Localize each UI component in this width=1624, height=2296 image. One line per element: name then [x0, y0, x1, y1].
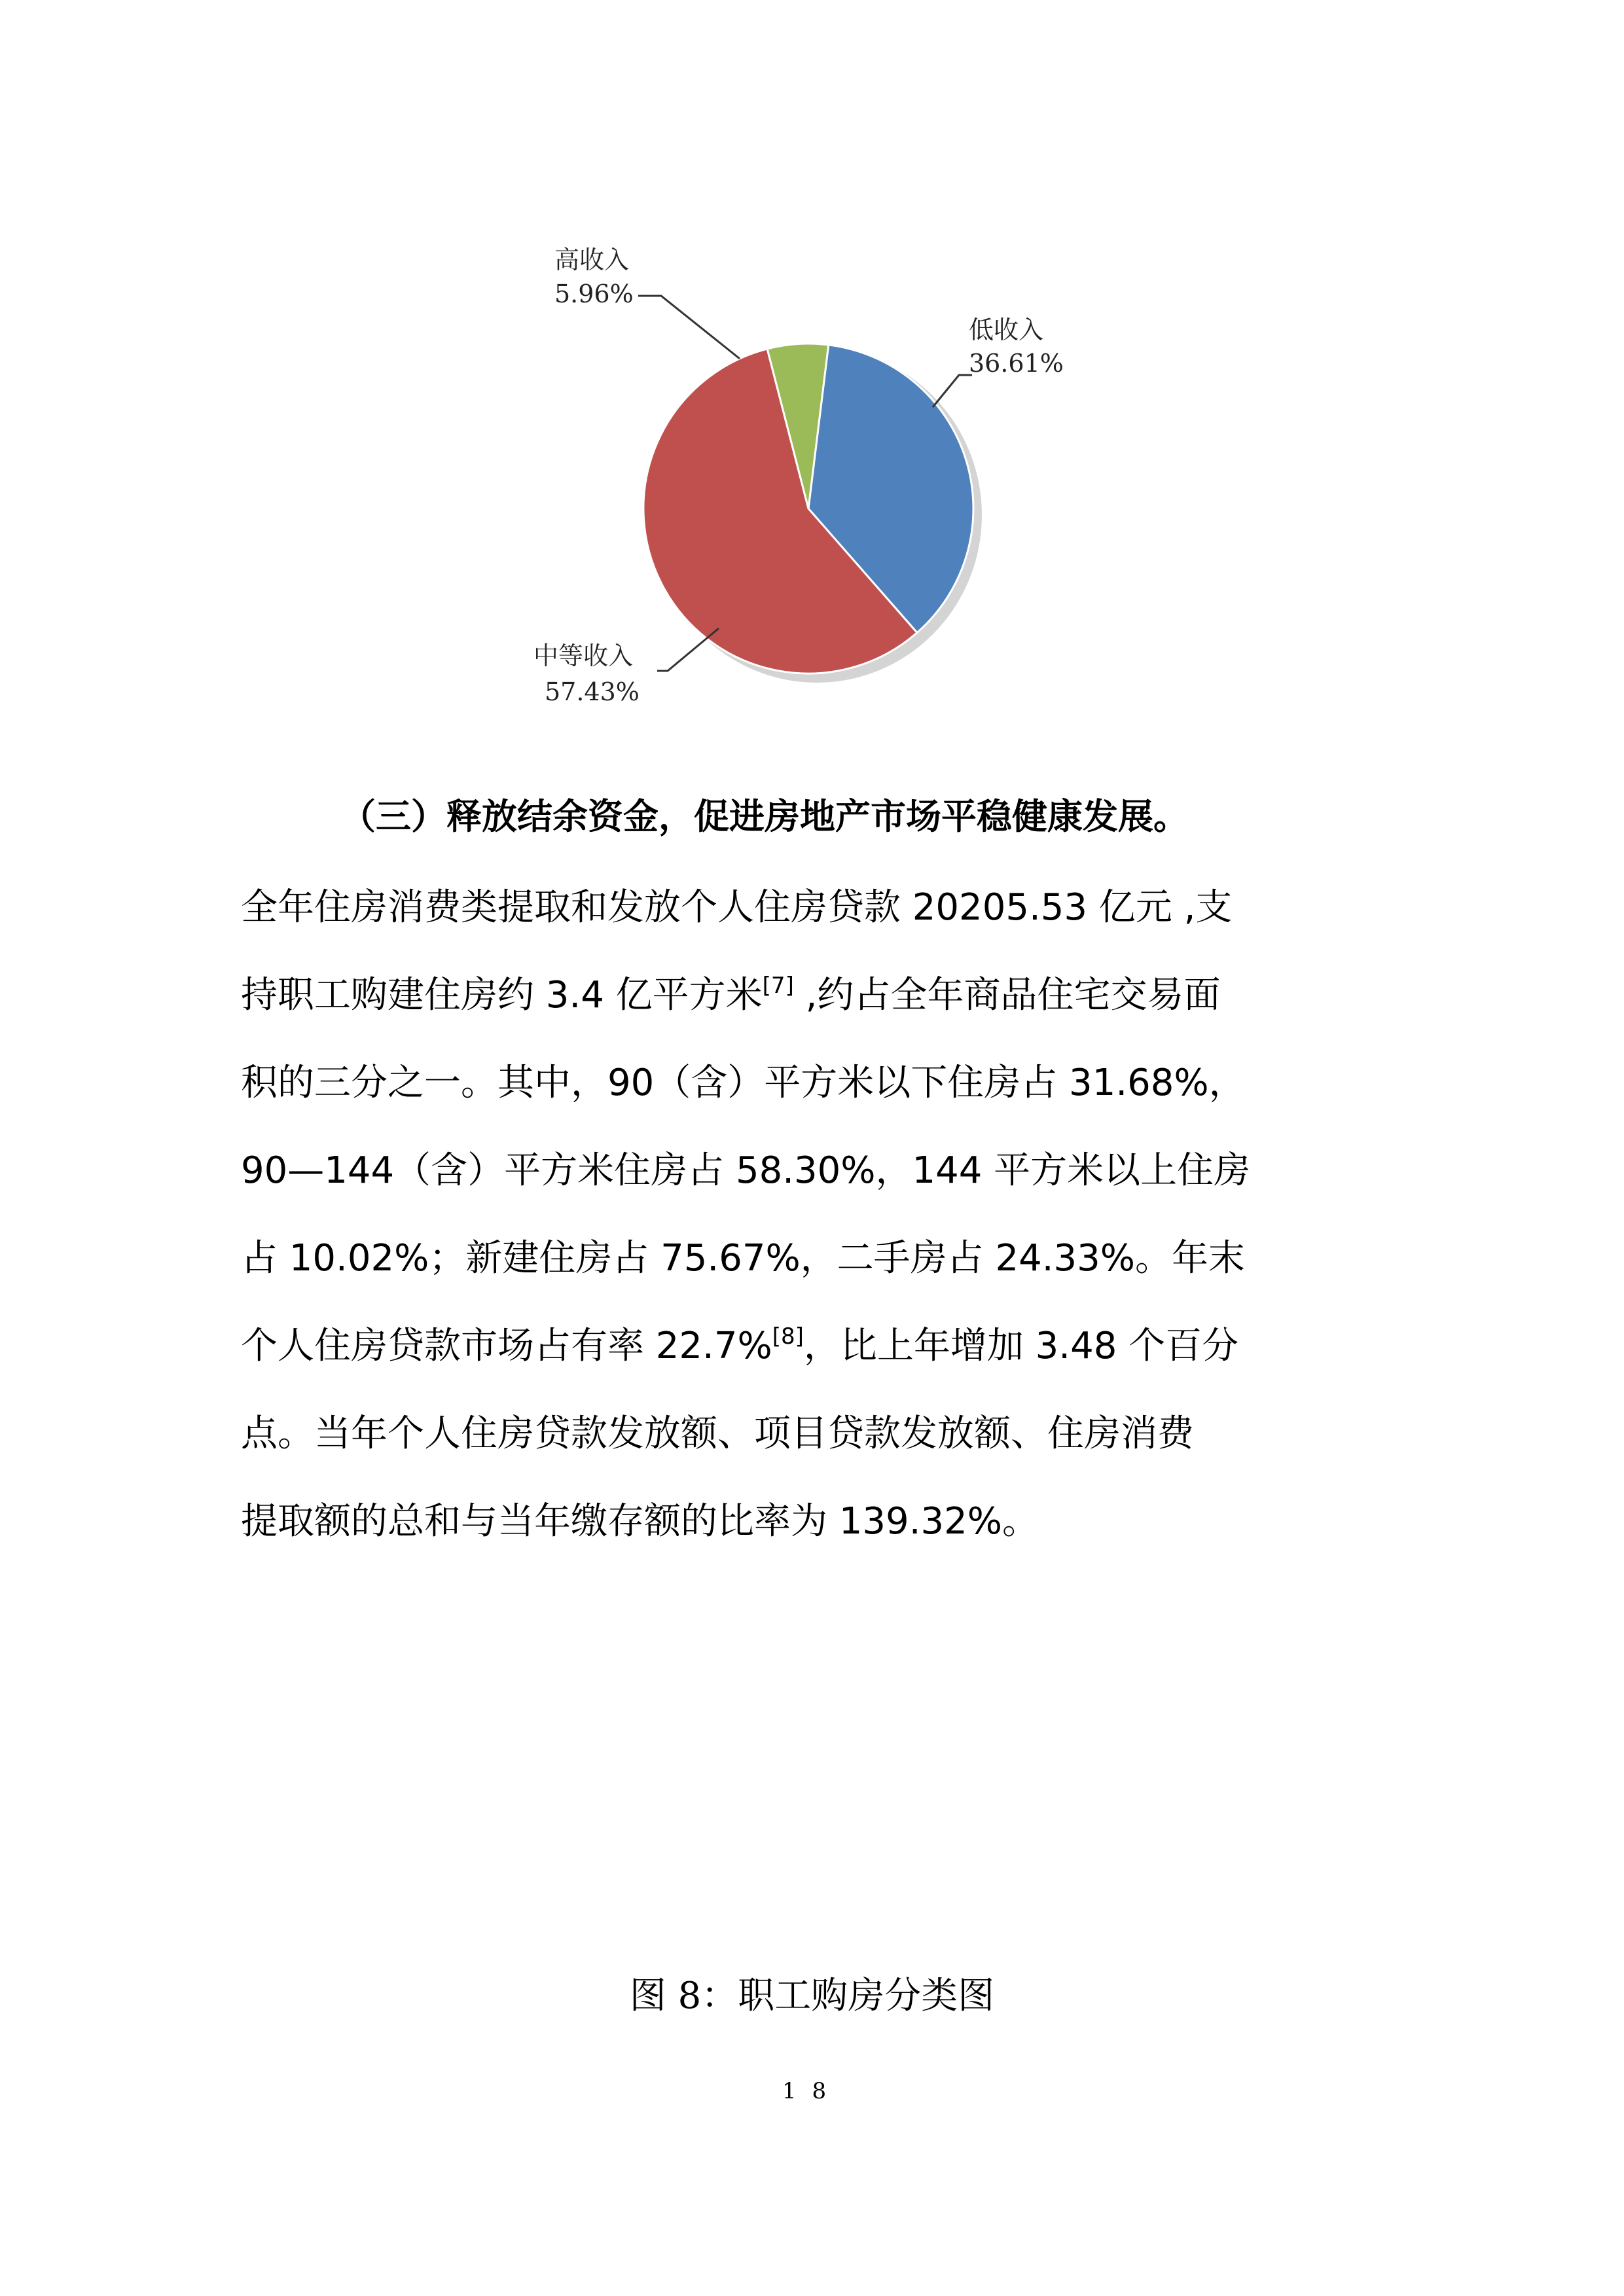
paragraph-line: 占 10.02%；新建住房占 75.67%，二手房占 24.33%。年末 [241, 1237, 1245, 1280]
paragraph-line: 持职工购建住房约 3.4 亿平方米[7] ,约占全年商品住宅交易面 [241, 973, 1221, 1016]
footnote-ref-8: [8] [772, 1323, 804, 1350]
paragraph-line: 90—144（含）平方米住房占 58.30%，144 平方米以上住房 [241, 1149, 1251, 1192]
section-heading: （三）释放结余资金，促进房地产市场平稳健康发展。 [340, 796, 1189, 837]
label-middle-income: 中等收入 [533, 641, 634, 670]
label-high-income: 高收入 [554, 245, 630, 274]
page-number: 18 [782, 2078, 842, 2104]
paragraph-line: 点。当年个人住房贷款发放额、项目贷款发放额、住房消费 [241, 1412, 1194, 1455]
value-low-income: 36.61% [969, 349, 1064, 378]
paragraph-line: 提取额的总和与当年缴存额的比率为 139.32%。 [241, 1500, 1039, 1543]
label-low-income: 低收入 [969, 315, 1044, 344]
footnote-ref-7: [7] [762, 973, 794, 999]
leader-line-high-income [638, 296, 740, 359]
paragraph-line: 全年住房消费类提取和发放个人住房贷款 20205.53 亿元 ,支 [241, 886, 1233, 929]
paragraph-line: 个人住房贷款市场占有率 22.7%[8]，比上年增加 3.48 个百分 [241, 1323, 1239, 1367]
pie-chart [511, 236, 1087, 733]
body-paragraph [241, 864, 1399, 1566]
paragraph-line: 积的三分之一。其中，90（含）平方米以下住房占 31.68%， [241, 1062, 1246, 1104]
value-high-income: 5.96% [554, 279, 634, 308]
value-middle-income: 57.43% [545, 677, 640, 706]
figure-caption: 图 8：职工购房分类图 [629, 1975, 995, 2017]
